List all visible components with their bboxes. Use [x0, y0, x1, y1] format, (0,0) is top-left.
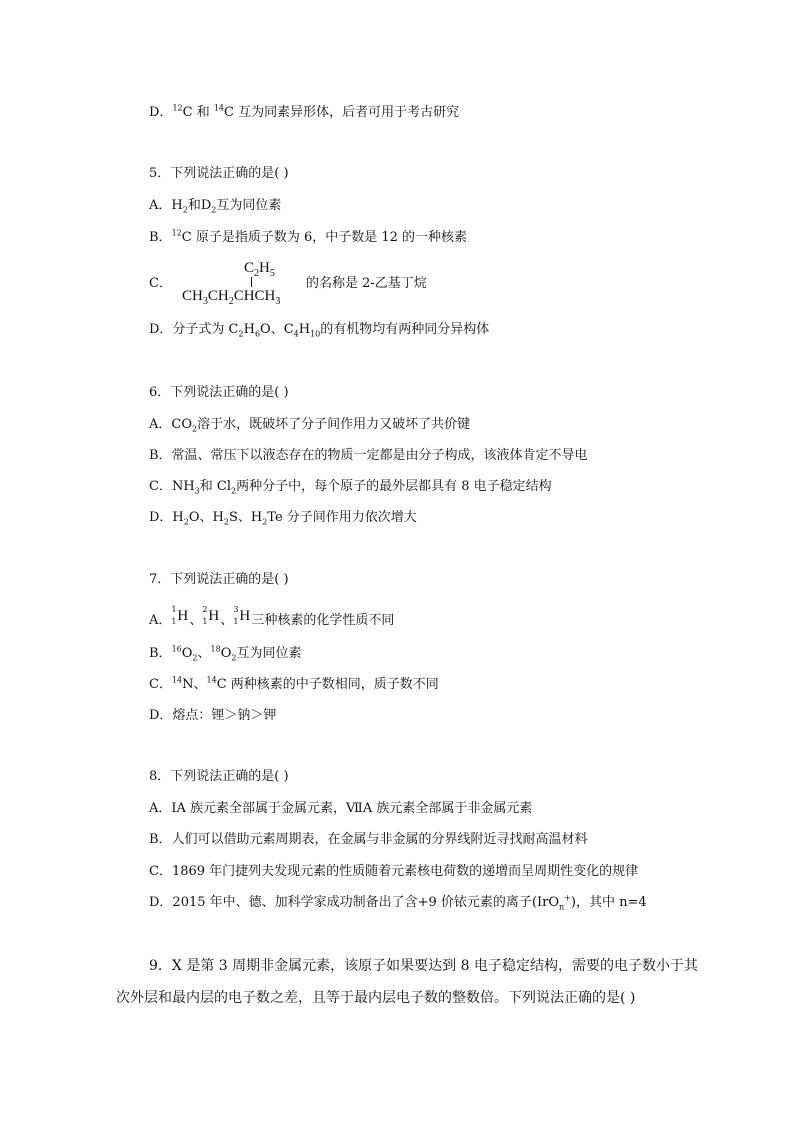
q7-option-d: D．熔点：锂＞钠＞钾 — [149, 708, 277, 723]
q8-option-d: D．2015 年中、德、加科学家成功制备出了含+9 价铱元素的离子(IrO$_n$+)，其中 n=4 — [149, 893, 647, 912]
nuclide-h1: 1 1 H — [171, 605, 189, 626]
q8-option-c: C．1869 年门捷列夫发现元素的性质随着元素核电荷数的递增而呈周期性变化的规律 — [149, 864, 639, 879]
q6-option-a: A．$CO_2$溶于水，既破坏了分子间作用力又破坏了共价键 — [149, 417, 471, 434]
q4-option-d: D．$^{12}$C 和 $^{14}$C 互为同素异形体，后者可用于考古研究 — [149, 103, 460, 120]
nuclide-h2: 2 1 H — [202, 605, 220, 626]
q5-option-c-label: C． — [149, 276, 172, 291]
q5-stem: 5．下列说法正确的是( ) — [149, 166, 289, 181]
q7-stem: 7．下列说法正确的是( ) — [149, 572, 289, 587]
q8-option-a: A．ⅠA 族元素全部属于金属元素，ⅦA 族元素全部属于非金属元素 — [149, 801, 533, 816]
q5-structural-formula — [182, 260, 300, 310]
q8-stem: 8．下列说法正确的是( ) — [149, 769, 289, 784]
q7-option-a: A． 1 1 H 、 2 1 H 、 3 1 H 三种核素的化学性质不同 — [149, 605, 395, 628]
q8-option-b: B．人们可以借助元素周期表，在金属与非金属的分界线附近寻找耐高温材料 — [149, 832, 588, 847]
q6-option-d: D．$H_2O$、$H_2S$、$H_2Te$ 分子间作用力依次增大 — [149, 510, 417, 527]
q7-option-b: B．$^{16}O_2$、$^{18}O_2$互为同位素 — [149, 644, 302, 663]
main-chain: $CH_3CH_2CHCH_3$ — [182, 288, 281, 307]
q6-option-c: C．$NH_3$和 $Cl_2$两种分子中，每个原子的最外层都具有 8 电子稳定结构 — [149, 479, 552, 496]
q5-option-b: B．$^{12}$C 原子是指质子数为 6，中子数是 12 的一种核素 — [149, 228, 468, 245]
q9-stem-line1: 9．X 是第 3 周期非金属元素，该原子如果要达到 8 电子稳定结构，需要的电子数小于其 — [149, 958, 698, 974]
q5-option-c-text: 的名称是 2-乙基丁烷 — [306, 276, 427, 291]
q6-option-b: B．常温、常压下以液态存在的物质一定都是由分子构成，该液体肯定不导电 — [149, 448, 588, 463]
nuclide-h3: 3 1 H — [233, 605, 251, 626]
ethyl-group: $C_2H_5$ — [244, 260, 275, 279]
q7-option-c: C．$^{14}$N、$^{14}$C 两种核素的中子数相同，质子数不同 — [149, 675, 439, 692]
q5-option-d: D．分子式为 $C_2H_6O$、$C_4H_{10}$的有机物均有两种同分异构体 — [149, 322, 490, 339]
q5-option-a: A．$H_2$和$D_2$互为同位素 — [149, 198, 282, 215]
bond-line — [251, 277, 252, 287]
q6-stem: 6．下列说法正确的是( ) — [149, 385, 289, 400]
q9-stem-line2: 次外层和最内层的电子数之差，且等于最内层电子数的整数倍。下列说法正确的是( ) — [116, 990, 636, 1006]
